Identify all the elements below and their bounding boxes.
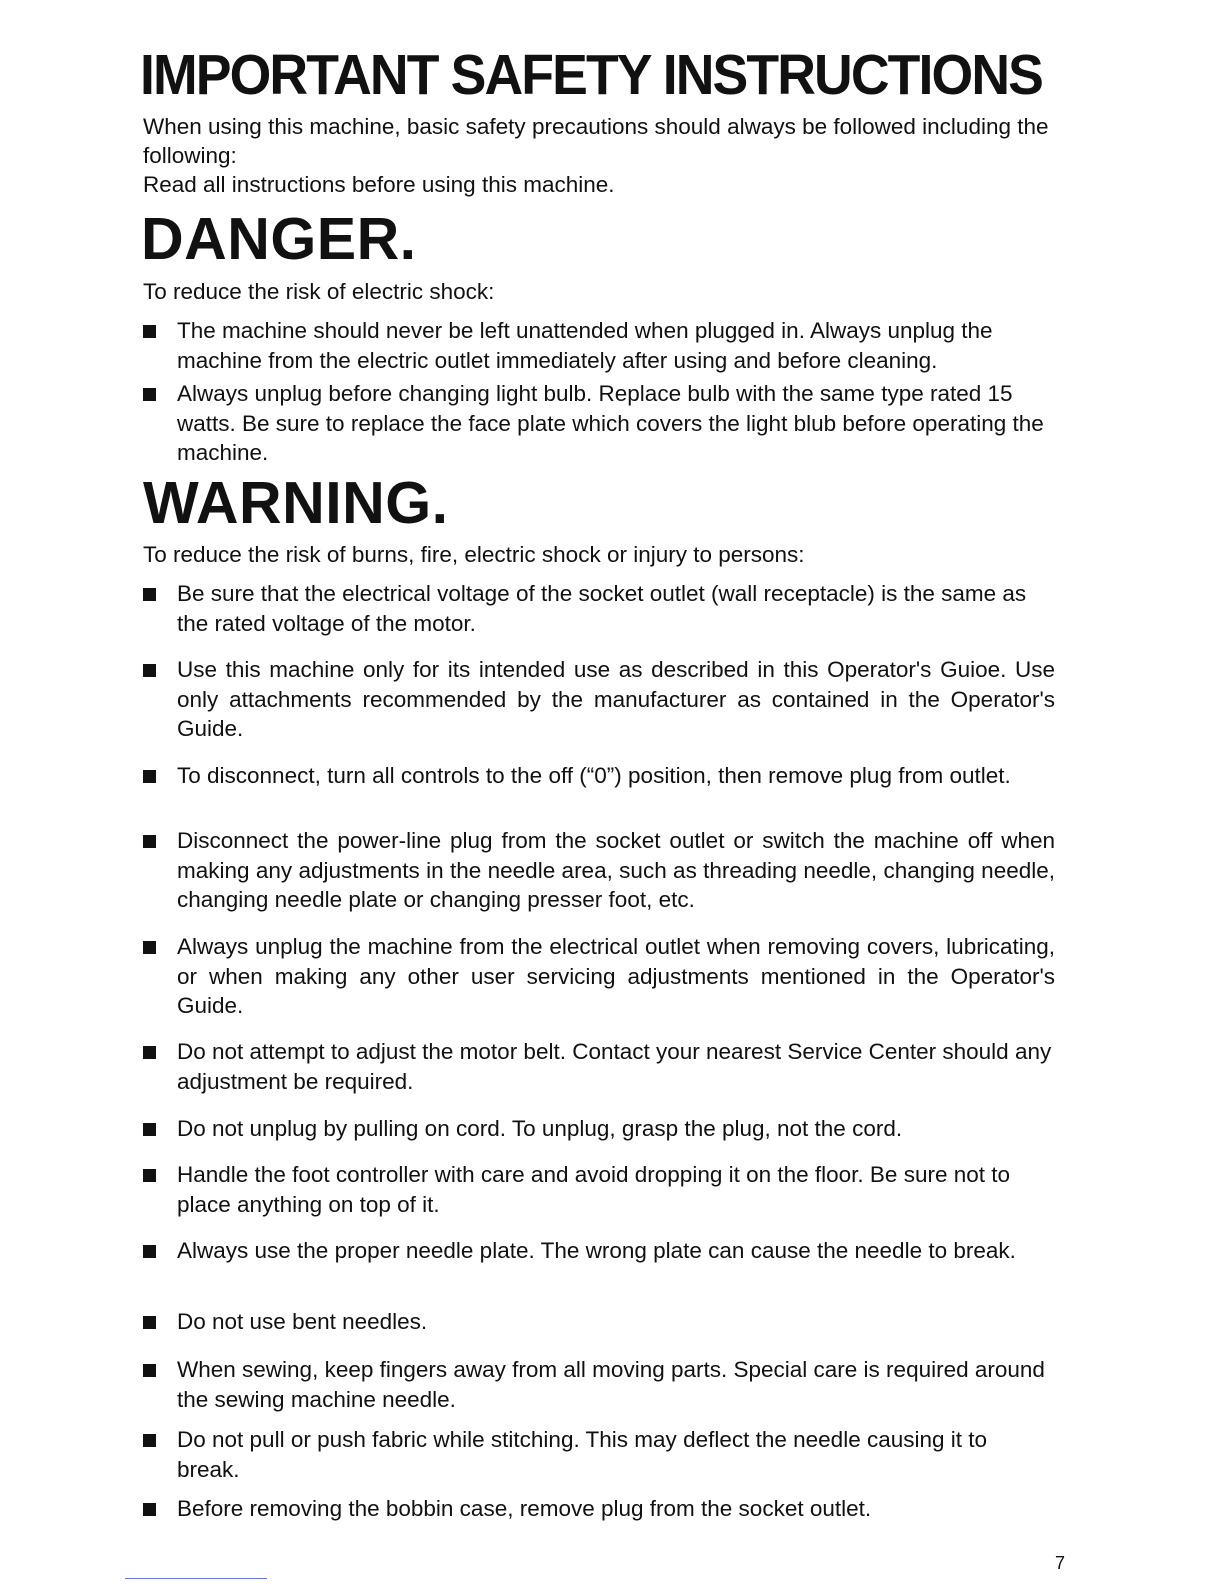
bullet-square-icon <box>143 1316 156 1329</box>
danger-item-text: Always unplug before changing light bulb. Replace bulb with the same type rated 15 watts. Be sure to replace the face plate which covers the light blub before operating the machine. <box>177 381 1044 465</box>
bullet-square-icon <box>143 1503 156 1516</box>
warning-item <box>143 655 1055 744</box>
bullet-square-icon <box>143 1245 156 1258</box>
bullet-square-icon <box>143 1046 156 1059</box>
danger-item-text: The machine should never be left unattended when plugged in. Always unplug the machine from the electric outlet immediately after using and before cleaning. <box>177 318 993 373</box>
warning-item <box>143 1307 1055 1337</box>
warning-item <box>143 1114 1055 1144</box>
intro <box>143 112 1083 199</box>
warning-item-text: Always use the proper needle plate. The wrong plate can cause the needle to break. <box>177 1238 1016 1263</box>
intro-text: Read all instructions before using this machine. <box>143 172 615 197</box>
warning-item <box>143 932 1055 1021</box>
page-number: 7 <box>1055 1553 1066 1573</box>
warning-item <box>143 1037 1055 1096</box>
intro-text: When using this machine, basic safety precautions should always be followed including the following: <box>143 114 1049 168</box>
danger-item <box>143 316 1055 375</box>
warning-item <box>143 761 1055 791</box>
warning-lead: To reduce the risk of burns, fire, electric shock or injury to persons: <box>143 542 805 567</box>
bullet-square-icon <box>143 770 156 783</box>
warning-item <box>143 1236 1055 1266</box>
bullet-square-icon <box>143 664 156 677</box>
warning-item <box>143 1355 1055 1414</box>
warning-item-text: Use this machine only for its intended use as described in this Operator's Guioe. Use only attachments recommended by the manufacturer as contained in the Operator's Guide. <box>177 657 1055 741</box>
bullet-square-icon <box>143 388 156 401</box>
footer-rule <box>125 1578 267 1579</box>
warning-item-text: Before removing the bobbin case, remove plug from the socket outlet. <box>177 1496 872 1521</box>
warning-item-text: Do not pull or push fabric while stitching. This may deflect the needle causing it to break. <box>177 1427 988 1482</box>
bullet-square-icon <box>143 835 156 848</box>
warning-item <box>143 1494 1055 1524</box>
warning-item <box>143 826 1055 915</box>
danger-heading: DANGER. <box>141 206 417 272</box>
warning-item <box>143 1160 1055 1219</box>
warning-item-text: Always unplug the machine from the electrical outlet when removing covers, lubricating, or when making any other user servicing adjustments mentioned in the Operator's Guide. <box>177 934 1055 1018</box>
warning-item-text: To disconnect, turn all controls to the off (“0”) position, then remove plug from outlet. <box>177 763 1011 788</box>
bullet-square-icon <box>143 941 156 954</box>
danger-item <box>143 379 1055 468</box>
warning-item-text: Handle the foot controller with care and avoid dropping it on the floor. Be sure not to place anything on top of it. <box>177 1162 1011 1217</box>
bullet-square-icon <box>143 1434 156 1447</box>
warning-item-text: Do not attempt to adjust the motor belt. Contact your nearest Service Center should any adjustment be required. <box>177 1039 1052 1094</box>
warning-item-text: Be sure that the electrical voltage of the socket outlet (wall receptacle) is the same as the rated voltage of the motor. <box>177 581 1027 636</box>
bullet-square-icon <box>143 325 156 338</box>
warning-item-text: When sewing, keep fingers away from all moving parts. Special care is required around the sewing machine needle. <box>177 1357 1045 1412</box>
page-title: IMPORTANT SAFETY INSTRUCTIONS <box>140 43 1043 107</box>
bullet-square-icon <box>143 1364 156 1377</box>
warning-item-text: Do not use bent needles. <box>177 1309 428 1334</box>
warning-item <box>143 1425 1055 1484</box>
warning-item-text: Disconnect the power-line plug from the socket outlet or switch the machine off when making any adjustments in the needle area, such as threading needle, changing needle, changing needle plate or changing presser foot, etc. <box>177 828 1055 912</box>
bullet-square-icon <box>143 1123 156 1136</box>
danger-lead: To reduce the risk of electric shock: <box>143 279 495 304</box>
warning-item <box>143 579 1055 638</box>
warning-heading: WARNING. <box>143 470 449 536</box>
bullet-square-icon <box>143 588 156 601</box>
warning-item-text: Do not unplug by pulling on cord. To unplug, grasp the plug, not the cord. <box>177 1116 903 1141</box>
bullet-square-icon <box>143 1169 156 1182</box>
